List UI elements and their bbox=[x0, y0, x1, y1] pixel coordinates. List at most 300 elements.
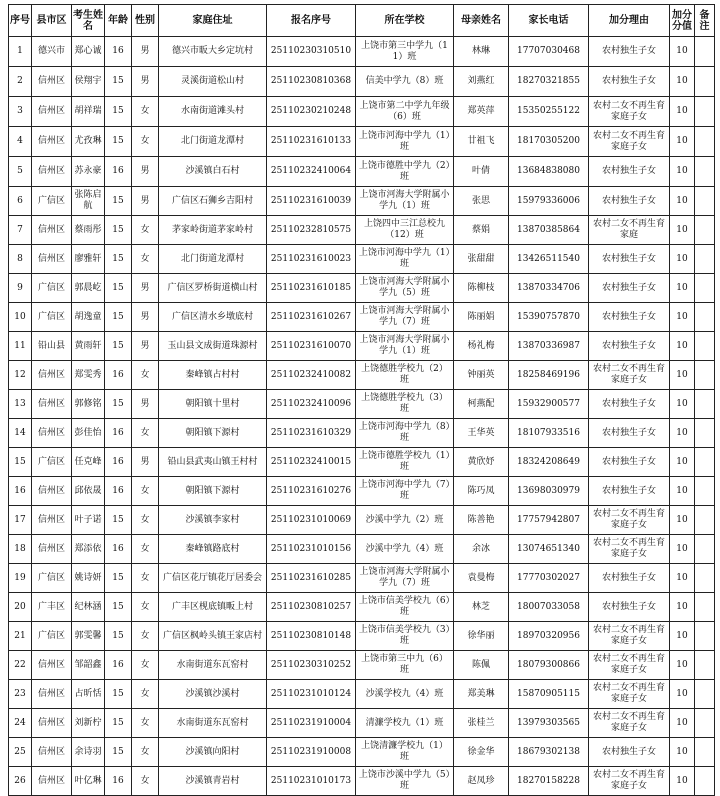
table-row bbox=[9, 97, 715, 127]
cell-gender: 女 bbox=[132, 564, 159, 593]
cell-parent-phone: 18007033058 bbox=[509, 593, 589, 622]
cell-student-name: 邱依晟 bbox=[72, 477, 105, 506]
cell-address: 广信区石狮乡吉阳村 bbox=[159, 187, 267, 216]
cell-index: 24 bbox=[9, 709, 32, 738]
cell-address: 广丰区枧底镇畈上村 bbox=[159, 593, 267, 622]
table-row bbox=[9, 157, 715, 187]
cell-index: 21 bbox=[9, 622, 32, 651]
cell-remarks bbox=[695, 361, 715, 390]
cell-student-name: 郑添依 bbox=[72, 535, 105, 564]
table-row bbox=[9, 564, 715, 593]
cell-parent-phone: 18107933516 bbox=[509, 419, 589, 448]
cell-registration-number: 25110231610070 bbox=[267, 332, 356, 361]
cell-bonus-points: 10 bbox=[670, 448, 695, 477]
cell-age: 15 bbox=[105, 680, 132, 709]
cell-remarks bbox=[695, 564, 715, 593]
table-row bbox=[9, 535, 715, 564]
cell-remarks bbox=[695, 67, 715, 97]
cell-remarks bbox=[695, 274, 715, 303]
cell-remarks bbox=[695, 477, 715, 506]
cell-district: 信州区 bbox=[32, 738, 72, 767]
cell-bonus-reason: 农村二女不再生育家庭子女 bbox=[589, 767, 670, 796]
cell-index: 19 bbox=[9, 564, 32, 593]
cell-age: 16 bbox=[105, 419, 132, 448]
cell-gender: 女 bbox=[132, 622, 159, 651]
cell-address: 朝阳镇十里村 bbox=[159, 390, 267, 419]
cell-mother-name: 赵凤珍 bbox=[454, 767, 509, 796]
table-row bbox=[9, 245, 715, 274]
cell-remarks bbox=[695, 127, 715, 157]
cell-gender: 男 bbox=[132, 187, 159, 216]
cell-student-name: 郭修铭 bbox=[72, 390, 105, 419]
cell-school: 上饶市第三中九（6）班 bbox=[356, 651, 454, 680]
cell-age: 16 bbox=[105, 37, 132, 67]
cell-parent-phone: 13074651340 bbox=[509, 535, 589, 564]
cell-mother-name: 蔡娟 bbox=[454, 216, 509, 245]
cell-registration-number: 25110230810368 bbox=[267, 67, 356, 97]
cell-student-name: 郑心诚 bbox=[72, 37, 105, 67]
cell-age: 15 bbox=[105, 738, 132, 767]
header-bonus-reason: 加分理由 bbox=[589, 5, 670, 37]
cell-address: 北门街道龙潭村 bbox=[159, 245, 267, 274]
cell-student-name: 尤孜琳 bbox=[72, 127, 105, 157]
cell-school: 上饶市河海中学九（8）班 bbox=[356, 419, 454, 448]
header-district: 县市区 bbox=[32, 5, 72, 37]
cell-gender: 男 bbox=[132, 67, 159, 97]
cell-age: 15 bbox=[105, 390, 132, 419]
cell-bonus-points: 10 bbox=[670, 303, 695, 332]
cell-district: 信州区 bbox=[32, 506, 72, 535]
cell-district: 德兴市 bbox=[32, 37, 72, 67]
header-registration-number: 报名序号 bbox=[267, 5, 356, 37]
cell-student-name: 彭佳怡 bbox=[72, 419, 105, 448]
cell-student-name: 张陈启航 bbox=[72, 187, 105, 216]
cell-student-name: 侯翔宇 bbox=[72, 67, 105, 97]
cell-index: 22 bbox=[9, 651, 32, 680]
cell-mother-name: 王华英 bbox=[454, 419, 509, 448]
cell-gender: 男 bbox=[132, 332, 159, 361]
cell-mother-name: 林琳 bbox=[454, 37, 509, 67]
cell-gender: 女 bbox=[132, 738, 159, 767]
cell-bonus-points: 10 bbox=[670, 477, 695, 506]
cell-mother-name: 余冰 bbox=[454, 535, 509, 564]
cell-school: 上饶清濂学校九（1）班 bbox=[356, 738, 454, 767]
cell-registration-number: 25110231610267 bbox=[267, 303, 356, 332]
cell-bonus-reason: 农村独生子女 bbox=[589, 67, 670, 97]
cell-index: 10 bbox=[9, 303, 32, 332]
cell-district: 信州区 bbox=[32, 767, 72, 796]
cell-mother-name: 廿祖飞 bbox=[454, 127, 509, 157]
table-row bbox=[9, 738, 715, 767]
cell-district: 信州区 bbox=[32, 477, 72, 506]
cell-gender: 女 bbox=[132, 535, 159, 564]
cell-gender: 女 bbox=[132, 680, 159, 709]
cell-mother-name: 陈丽娟 bbox=[454, 303, 509, 332]
cell-parent-phone: 17707030468 bbox=[509, 37, 589, 67]
cell-registration-number: 25110231910004 bbox=[267, 709, 356, 738]
cell-registration-number: 25110230210248 bbox=[267, 97, 356, 127]
cell-bonus-points: 10 bbox=[670, 709, 695, 738]
cell-age: 15 bbox=[105, 216, 132, 245]
cell-bonus-points: 10 bbox=[670, 361, 695, 390]
cell-index: 16 bbox=[9, 477, 32, 506]
header-address: 家庭住址 bbox=[159, 5, 267, 37]
cell-age: 15 bbox=[105, 593, 132, 622]
cell-school: 上饶市信美学校九（6）班 bbox=[356, 593, 454, 622]
cell-gender: 女 bbox=[132, 419, 159, 448]
cell-district: 广信区 bbox=[32, 274, 72, 303]
cell-registration-number: 25110231010124 bbox=[267, 680, 356, 709]
cell-index: 4 bbox=[9, 127, 32, 157]
cell-mother-name: 陈佩 bbox=[454, 651, 509, 680]
cell-registration-number: 25110231610039 bbox=[267, 187, 356, 216]
cell-parent-phone: 18079300866 bbox=[509, 651, 589, 680]
table-row bbox=[9, 651, 715, 680]
cell-address: 沙溪镇向阳村 bbox=[159, 738, 267, 767]
cell-school: 上饶市河海大学附属小学九（1）班 bbox=[356, 332, 454, 361]
cell-bonus-points: 10 bbox=[670, 680, 695, 709]
cell-parent-phone: 15979336006 bbox=[509, 187, 589, 216]
cell-parent-phone: 13979303565 bbox=[509, 709, 589, 738]
cell-registration-number: 25110230310510 bbox=[267, 37, 356, 67]
cell-registration-number: 25110231610023 bbox=[267, 245, 356, 274]
cell-bonus-points: 10 bbox=[670, 332, 695, 361]
table-row bbox=[9, 303, 715, 332]
cell-age: 16 bbox=[105, 477, 132, 506]
cell-registration-number: 25110230810257 bbox=[267, 593, 356, 622]
table-row bbox=[9, 67, 715, 97]
cell-address: 沙溪镇沙溪村 bbox=[159, 680, 267, 709]
table-row bbox=[9, 593, 715, 622]
cell-mother-name: 袁曼梅 bbox=[454, 564, 509, 593]
cell-bonus-reason: 农村二女不再生育家庭子女 bbox=[589, 361, 670, 390]
cell-parent-phone: 15870905115 bbox=[509, 680, 589, 709]
cell-district: 信州区 bbox=[32, 535, 72, 564]
cell-bonus-points: 10 bbox=[670, 245, 695, 274]
cell-registration-number: 25110232410082 bbox=[267, 361, 356, 390]
cell-bonus-reason: 农村独生子女 bbox=[589, 738, 670, 767]
cell-bonus-reason: 农村二女不再生育家庭子女 bbox=[589, 97, 670, 127]
cell-age: 15 bbox=[105, 127, 132, 157]
cell-index: 11 bbox=[9, 332, 32, 361]
cell-registration-number: 25110230810148 bbox=[267, 622, 356, 651]
cell-district: 信州区 bbox=[32, 390, 72, 419]
cell-student-name: 姚诗妍 bbox=[72, 564, 105, 593]
cell-parent-phone: 18270158228 bbox=[509, 767, 589, 796]
cell-mother-name: 柯燕配 bbox=[454, 390, 509, 419]
cell-mother-name: 徐金华 bbox=[454, 738, 509, 767]
cell-bonus-points: 10 bbox=[670, 127, 695, 157]
cell-school: 上饶市河海大学附属小学九（7）班 bbox=[356, 564, 454, 593]
cell-age: 16 bbox=[105, 535, 132, 564]
cell-age: 16 bbox=[105, 157, 132, 187]
cell-address: 广信区清水乡墩底村 bbox=[159, 303, 267, 332]
cell-remarks bbox=[695, 593, 715, 622]
cell-district: 广信区 bbox=[32, 303, 72, 332]
cell-student-name: 叶亿琳 bbox=[72, 767, 105, 796]
header-school: 所在学校 bbox=[356, 5, 454, 37]
table-row bbox=[9, 477, 715, 506]
cell-district: 信州区 bbox=[32, 419, 72, 448]
cell-registration-number: 25110232410015 bbox=[267, 448, 356, 477]
cell-bonus-reason: 农村独生子女 bbox=[589, 390, 670, 419]
cell-student-name: 郭晨屹 bbox=[72, 274, 105, 303]
cell-mother-name: 刘燕红 bbox=[454, 67, 509, 97]
cell-remarks bbox=[695, 738, 715, 767]
cell-parent-phone: 18170305200 bbox=[509, 127, 589, 157]
cell-bonus-points: 10 bbox=[670, 564, 695, 593]
cell-student-name: 叶子诺 bbox=[72, 506, 105, 535]
table-row bbox=[9, 506, 715, 535]
cell-index: 9 bbox=[9, 274, 32, 303]
cell-parent-phone: 15932900577 bbox=[509, 390, 589, 419]
cell-parent-phone: 17770302027 bbox=[509, 564, 589, 593]
cell-school: 上饶市第二中学九年级（6）班 bbox=[356, 97, 454, 127]
cell-remarks bbox=[695, 187, 715, 216]
cell-bonus-reason: 农村二女不再生育家庭子女 bbox=[589, 127, 670, 157]
cell-gender: 男 bbox=[132, 390, 159, 419]
cell-bonus-reason: 农村独生子女 bbox=[589, 274, 670, 303]
cell-bonus-reason: 农村独生子女 bbox=[589, 419, 670, 448]
cell-school: 上饶市河海大学附属小学九（7）班 bbox=[356, 303, 454, 332]
cell-age: 15 bbox=[105, 709, 132, 738]
cell-district: 广丰区 bbox=[32, 593, 72, 622]
cell-district: 信州区 bbox=[32, 127, 72, 157]
cell-district: 广信区 bbox=[32, 564, 72, 593]
cell-bonus-reason: 农村独生子女 bbox=[589, 245, 670, 274]
cell-registration-number: 25110231010173 bbox=[267, 767, 356, 796]
cell-district: 信州区 bbox=[32, 157, 72, 187]
cell-index: 8 bbox=[9, 245, 32, 274]
cell-registration-number: 25110230310252 bbox=[267, 651, 356, 680]
cell-bonus-points: 10 bbox=[670, 651, 695, 680]
cell-bonus-points: 10 bbox=[670, 274, 695, 303]
header-parent-phone: 家长电话 bbox=[509, 5, 589, 37]
cell-remarks bbox=[695, 216, 715, 245]
cell-bonus-reason: 农村独生子女 bbox=[589, 37, 670, 67]
cell-school: 信美中学九（8）班 bbox=[356, 67, 454, 97]
cell-registration-number: 25110232410064 bbox=[267, 157, 356, 187]
cell-bonus-points: 10 bbox=[670, 187, 695, 216]
table-row bbox=[9, 274, 715, 303]
cell-bonus-reason: 农村二女不再生育家庭子女 bbox=[589, 535, 670, 564]
cell-parent-phone: 18679302138 bbox=[509, 738, 589, 767]
cell-index: 25 bbox=[9, 738, 32, 767]
cell-school: 上饶市河海中学九（7）班 bbox=[356, 477, 454, 506]
cell-district: 广信区 bbox=[32, 448, 72, 477]
cell-bonus-reason: 农村二女不再生育家庭子女 bbox=[589, 622, 670, 651]
cell-gender: 女 bbox=[132, 709, 159, 738]
cell-student-name: 纪林涵 bbox=[72, 593, 105, 622]
cell-age: 15 bbox=[105, 274, 132, 303]
cell-registration-number: 25110231610133 bbox=[267, 127, 356, 157]
cell-mother-name: 钟丽英 bbox=[454, 361, 509, 390]
cell-mother-name: 黄欣妤 bbox=[454, 448, 509, 477]
cell-bonus-reason: 农村独生子女 bbox=[589, 157, 670, 187]
header-index: 序号 bbox=[9, 5, 32, 37]
cell-school: 上饶市河海大学附属小学九（1）班 bbox=[356, 187, 454, 216]
cell-registration-number: 25110231610329 bbox=[267, 419, 356, 448]
cell-remarks bbox=[695, 767, 715, 796]
cell-school: 上饶德胜学校九（2）班 bbox=[356, 361, 454, 390]
cell-parent-phone: 18258469196 bbox=[509, 361, 589, 390]
table-row bbox=[9, 127, 715, 157]
cell-district: 广信区 bbox=[32, 187, 72, 216]
cell-registration-number: 25110231610276 bbox=[267, 477, 356, 506]
table-row bbox=[9, 216, 715, 245]
cell-district: 信州区 bbox=[32, 216, 72, 245]
cell-gender: 女 bbox=[132, 506, 159, 535]
table-row bbox=[9, 680, 715, 709]
cell-bonus-reason: 农村独生子女 bbox=[589, 593, 670, 622]
cell-bonus-reason: 农村独生子女 bbox=[589, 187, 670, 216]
cell-gender: 男 bbox=[132, 448, 159, 477]
cell-age: 15 bbox=[105, 187, 132, 216]
cell-registration-number: 25110231610185 bbox=[267, 274, 356, 303]
cell-address: 广信区花厅镇花厅居委会 bbox=[159, 564, 267, 593]
cell-address: 秦峰镇路底村 bbox=[159, 535, 267, 564]
cell-parent-phone: 13698030979 bbox=[509, 477, 589, 506]
cell-address: 灵溪街道松山村 bbox=[159, 67, 267, 97]
cell-parent-phone: 17757942807 bbox=[509, 506, 589, 535]
cell-parent-phone: 13870336987 bbox=[509, 332, 589, 361]
cell-school: 上饶市河海大学附属小学九（5）班 bbox=[356, 274, 454, 303]
cell-remarks bbox=[695, 390, 715, 419]
cell-student-name: 郑雯秀 bbox=[72, 361, 105, 390]
cell-address: 广信区枫岭头镇王家店村 bbox=[159, 622, 267, 651]
cell-mother-name: 陈柳枝 bbox=[454, 274, 509, 303]
cell-student-name: 占昕恬 bbox=[72, 680, 105, 709]
cell-registration-number: 25110231010156 bbox=[267, 535, 356, 564]
cell-gender: 女 bbox=[132, 651, 159, 680]
cell-parent-phone: 13870385864 bbox=[509, 216, 589, 245]
cell-bonus-reason: 农村独生子女 bbox=[589, 448, 670, 477]
table-row bbox=[9, 187, 715, 216]
cell-age: 15 bbox=[105, 564, 132, 593]
cell-student-name: 刘新柠 bbox=[72, 709, 105, 738]
table-row bbox=[9, 390, 715, 419]
cell-school: 上饶市德胜学校九（1）班 bbox=[356, 448, 454, 477]
cell-bonus-points: 10 bbox=[670, 216, 695, 245]
cell-school: 上饶市德胜中学九（2）班 bbox=[356, 157, 454, 187]
cell-bonus-points: 10 bbox=[670, 506, 695, 535]
cell-bonus-reason: 农村独生子女 bbox=[589, 303, 670, 332]
cell-remarks bbox=[695, 506, 715, 535]
cell-remarks bbox=[695, 245, 715, 274]
cell-gender: 男 bbox=[132, 274, 159, 303]
header-age: 年龄 bbox=[105, 5, 132, 37]
cell-gender: 女 bbox=[132, 127, 159, 157]
cell-mother-name: 叶倩 bbox=[454, 157, 509, 187]
cell-gender: 女 bbox=[132, 593, 159, 622]
cell-address: 秦峰镇占村村 bbox=[159, 361, 267, 390]
cell-index: 20 bbox=[9, 593, 32, 622]
cell-bonus-points: 10 bbox=[670, 622, 695, 651]
cell-age: 15 bbox=[105, 303, 132, 332]
cell-school: 上饶市信美学校九（3）班 bbox=[356, 622, 454, 651]
table-row bbox=[9, 332, 715, 361]
cell-address: 沙溪镇青岩村 bbox=[159, 767, 267, 796]
cell-age: 15 bbox=[105, 245, 132, 274]
cell-student-name: 苏永豪 bbox=[72, 157, 105, 187]
cell-address: 朝阳镇下源村 bbox=[159, 477, 267, 506]
cell-index: 23 bbox=[9, 680, 32, 709]
cell-bonus-reason: 农村独生子女 bbox=[589, 564, 670, 593]
cell-school: 上饶德胜学校九（3）班 bbox=[356, 390, 454, 419]
cell-address: 茅家岭街道茅家岭村 bbox=[159, 216, 267, 245]
cell-remarks bbox=[695, 622, 715, 651]
cell-index: 18 bbox=[9, 535, 32, 564]
cell-school: 上饶市第三中学九（11）班 bbox=[356, 37, 454, 67]
cell-index: 7 bbox=[9, 216, 32, 245]
header-mother-name: 母亲姓名 bbox=[454, 5, 509, 37]
cell-age: 15 bbox=[105, 506, 132, 535]
cell-parent-phone: 18270321855 bbox=[509, 67, 589, 97]
cell-mother-name: 郑美琳 bbox=[454, 680, 509, 709]
cell-bonus-reason: 农村独生子女 bbox=[589, 477, 670, 506]
cell-school: 上饶四中三江总校九（12）班 bbox=[356, 216, 454, 245]
cell-bonus-reason: 农村二女不再生育家庭子女 bbox=[589, 680, 670, 709]
cell-mother-name: 张桂兰 bbox=[454, 709, 509, 738]
cell-age: 16 bbox=[105, 361, 132, 390]
cell-index: 12 bbox=[9, 361, 32, 390]
cell-age: 16 bbox=[105, 767, 132, 796]
header-remarks: 备注 bbox=[695, 5, 715, 37]
table-row bbox=[9, 448, 715, 477]
cell-remarks bbox=[695, 37, 715, 67]
cell-gender: 男 bbox=[132, 303, 159, 332]
cell-registration-number: 25110232410096 bbox=[267, 390, 356, 419]
cell-address: 水南街道滩头村 bbox=[159, 97, 267, 127]
cell-remarks bbox=[695, 535, 715, 564]
bonus-points-table bbox=[8, 4, 715, 796]
cell-remarks bbox=[695, 709, 715, 738]
cell-bonus-points: 10 bbox=[670, 535, 695, 564]
cell-bonus-points: 10 bbox=[670, 97, 695, 127]
cell-bonus-reason: 农村独生子女 bbox=[589, 332, 670, 361]
cell-index: 1 bbox=[9, 37, 32, 67]
cell-parent-phone: 18970320956 bbox=[509, 622, 589, 651]
cell-registration-number: 25110231610285 bbox=[267, 564, 356, 593]
cell-district: 信州区 bbox=[32, 680, 72, 709]
table-row bbox=[9, 709, 715, 738]
cell-district: 信州区 bbox=[32, 709, 72, 738]
cell-bonus-reason: 农村二女不再生育家庭子女 bbox=[589, 651, 670, 680]
cell-school: 沙溪中学九（4）班 bbox=[356, 535, 454, 564]
header-student-name: 考生姓名 bbox=[72, 5, 105, 37]
cell-school: 上饶市沙溪中学九（5）班 bbox=[356, 767, 454, 796]
cell-student-name: 黄雨轩 bbox=[72, 332, 105, 361]
cell-bonus-reason: 农村二女不再生育家庭 bbox=[589, 216, 670, 245]
cell-age: 15 bbox=[105, 622, 132, 651]
cell-student-name: 郭雯馨 bbox=[72, 622, 105, 651]
cell-bonus-points: 10 bbox=[670, 419, 695, 448]
cell-address: 沙溪镇李家村 bbox=[159, 506, 267, 535]
cell-bonus-points: 10 bbox=[670, 767, 695, 796]
cell-parent-phone: 15390757870 bbox=[509, 303, 589, 332]
cell-age: 15 bbox=[105, 97, 132, 127]
cell-age: 16 bbox=[105, 448, 132, 477]
cell-index: 2 bbox=[9, 67, 32, 97]
cell-mother-name: 杨礼梅 bbox=[454, 332, 509, 361]
table-row bbox=[9, 767, 715, 796]
cell-parent-phone: 13426511540 bbox=[509, 245, 589, 274]
table-row bbox=[9, 622, 715, 651]
cell-address: 玉山县文成街道珠源村 bbox=[159, 332, 267, 361]
cell-district: 信州区 bbox=[32, 245, 72, 274]
cell-district: 信州区 bbox=[32, 361, 72, 390]
cell-bonus-reason: 农村二女不再生育家庭子女 bbox=[589, 709, 670, 738]
